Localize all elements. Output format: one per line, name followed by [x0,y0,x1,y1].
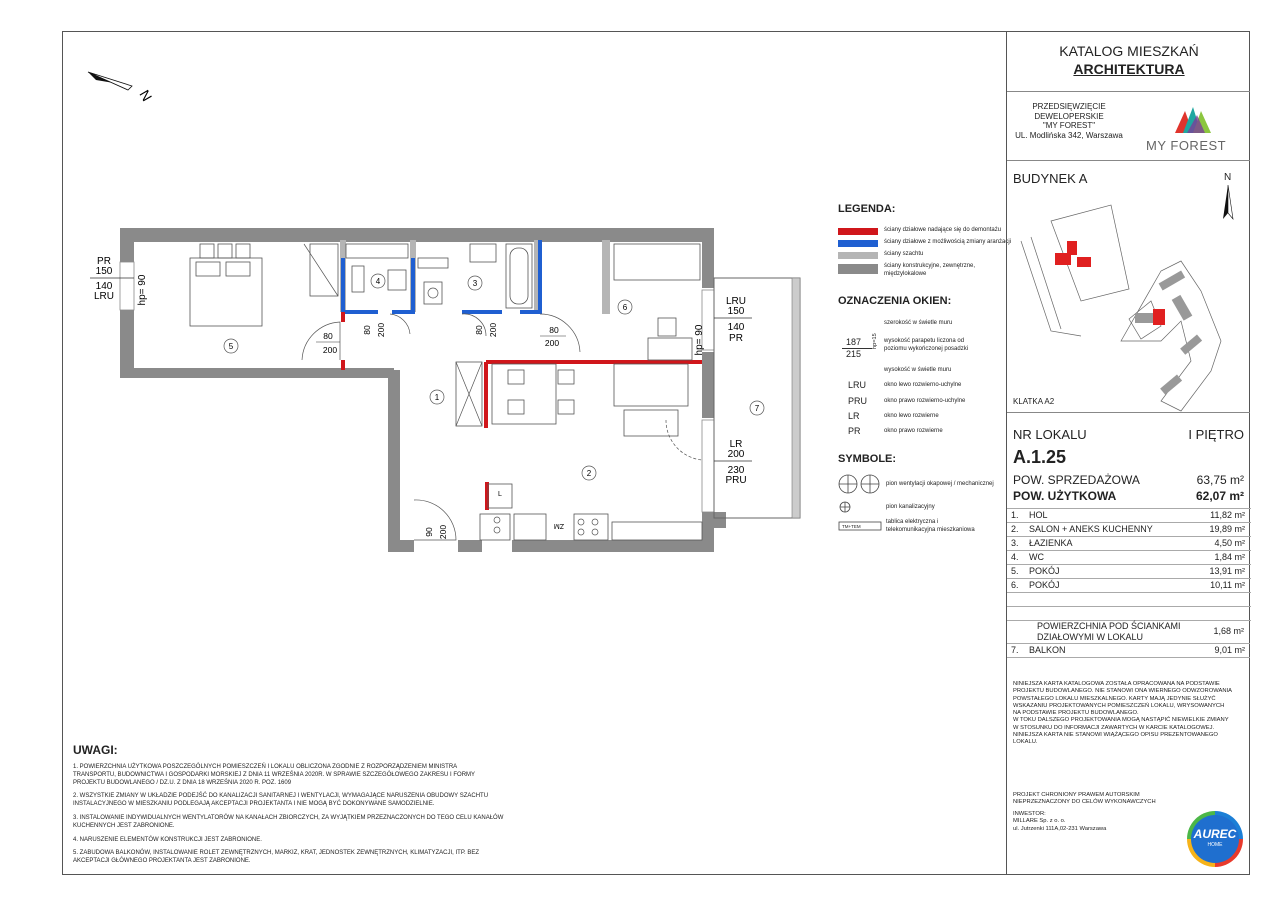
window-right2-height: 230 [727,465,745,476]
plan-north-label: N [136,87,156,104]
legend-text-shaft: ściany szachtu [884,251,924,257]
symbols-title: SYMBOLE: [838,453,897,465]
room-number-2: 2 [586,469,592,478]
window-code-lru: LRU [848,380,867,390]
unit-number: A.1.25 [1013,447,1067,467]
room-number-7: 7 [754,404,760,413]
room-row: 5. POKÓJ 13,91 m² [1011,566,1245,576]
partition-label-2: DZIAŁOWYMI W LOKALU [1037,632,1144,642]
room-row: 3. ŁAZIENKA 4,50 m² [1011,538,1245,548]
window-code-lr: LR [848,411,860,421]
usable-area-label: POW. UŻYTKOWA [1013,489,1117,503]
info-sidebar [1006,31,1250,875]
room-number-1: 1 [434,393,440,402]
symbol-electric-text-2: telekomunikacyjna mieszkaniowa [886,527,975,533]
door-4-height: 200 [544,338,560,348]
legend-swatch-red [838,228,878,235]
developer-block: PRZEDSIĘWZIĘCIE DEWELOPERSKIE "MY FOREST" UL. Modlińska 342, Warszawa [1015,102,1123,140]
north-arrow-icon [88,72,132,90]
symbol-sewer-text: pion kanalizacyjny [886,504,935,510]
room-number-5: 5 [228,342,234,351]
my-forest-logo-icon [1169,105,1219,135]
room-number-3: 3 [472,279,478,288]
note-4: 4. NARUSZENIE ELEMENTÓW KONSTRUKCJI JEST ZABRONIONE. [73,836,262,843]
symbol-box-label: TM+TEM [842,524,861,529]
door-4-width: 80 [549,325,559,335]
catalog-subtitle: ARCHITEKTURA [1073,61,1185,77]
window-code-pr: PR [848,426,861,436]
room-row: 1. HOL 11,82 m² [1011,510,1245,520]
window-right1-height: 140 [727,322,745,333]
window-desc-lr: okno lewo rozwierne [884,413,939,419]
legend-text-structural: ściany konstrukcyjne, zewnętrzne, [884,263,976,269]
door-3-width: 80 [474,325,484,335]
window-right2-code-top: LR [729,439,743,450]
windows-sample-bottom: 215 [846,349,862,359]
window-left-width: 150 [95,266,113,277]
staircase-label: KLATKA A2 [1013,397,1055,406]
legend-swatch-structural [838,264,878,274]
door-2-height: 200 [376,322,386,338]
window-left-code-bottom: LRU [93,291,115,302]
symbol-vent-text: pion wentylacji okapowej / mechanicznej [886,481,994,487]
note-1: 1. POWIERZCHNIA UŻYTKOWA POSZCZEGÓLNYCH POMIESZCZEŃ I LOKALU OBLICZONA ZGODNIE Z ROZPORZĄDZENIEM MINISTRA TRANSPORTU, BUDOWNICTWA I GOSPODARKI MORSKIEJ Z DNIA 11 WRZEŚNIA 2020R. W SPRAWIE SZCZEGÓŁOWEGO ZAKRESU I FORMY PROJEKTU BUDOWLANEGO / DZ.U. Z DNIA 18 WRZEŚNIA 2020 R. POZ. 1609 [73,764,476,786]
notes-title: UWAGI: [73,743,118,757]
unit-nr-label: NR LOKALU [1013,427,1087,442]
window-right2-code-bottom: PRU [725,475,747,486]
partition-value: 1,68 m² [1213,626,1244,636]
legend-text-blue: ściany działowe z możliwością zmiany aranżacji [884,239,1012,245]
building-north-label: N [1224,172,1232,183]
legend-text-red: ściany działowe nadające się do demontażu [884,227,1002,233]
sales-area-label: POW. SPRZEDAŻOWA [1013,473,1140,487]
sales-area-value: 63,75 m² [1196,473,1244,487]
balcony-row: 7. BALKON 9,01 m² [1011,645,1245,655]
legend-swatch-shaft [838,252,878,259]
window-left-height: 140 [95,281,113,292]
room-number-4: 4 [375,277,381,286]
box-l-label: L [498,491,502,498]
window-left-hp: hp= 90 [137,274,148,306]
site-plan-map [1011,201,1249,423]
copyright: PROJEKT CHRONIONY PRAWEM AUTORSKIM NIEPRZEZNACZONY DO CELÓW WYKONAWCZYCH [1013,792,1156,806]
door-3-height: 200 [488,322,498,338]
door-6-height: 200 [438,524,448,540]
window-right2-width: 200 [727,449,745,460]
room-row: 4. WC 1,84 m² [1011,552,1245,562]
door-2-width: 80 [362,325,372,335]
windows-legend-title: OZNACZENIA OKIEN: [838,295,952,307]
windows-sample-hp: hp=15 [872,333,878,349]
windows-desc-height: wysokość w świetle muru [884,367,952,373]
note-3: 3. INSTALOWANIE INDYWIDUALNYCH WENTYLATORÓW NA KANAŁACH ZBIORCZYCH, ZA WYJĄTKIEM PRZEZNACZONYCH DO TEGO CELU KANAŁÓW KUCHENNYCH JEST ZABRONIONE. [73,814,504,829]
windows-desc-sill1: wysokość parapetu liczona od [884,338,965,344]
my-forest-logo-text: MY FOREST [1146,138,1227,153]
note-2: 2. WSZYSTKIE ZMIANY W UKŁADZIE PODEJŚĆ DO KANALIZACJI SANITARNEJ I WENTYLACJI, WYMAGAJĄCE NARUSZENIA OBUDOWY SZACHTU INSTALACYJNEGO W MIESZKANIU PODLEGAJĄ AKCEPTACJI PROJEKTANTA I NIE MOGĄ BYĆ DOKONYWANE SAMODZIELNIE. [73,793,489,808]
aurec-sub: HOME [1207,842,1223,848]
unit-floor: I PIĘTRO [1188,427,1244,442]
aurec-brand: AUREC [1193,827,1237,841]
room-row: 6. POKÓJ 10,11 m² [1011,580,1245,590]
windows-desc-sill2: poziomu wykończonej posadzki [884,346,969,352]
note-5: 5. ZABUDOWA BALKONÓW, INSTALOWANIE ROLET ZEWNĘTRZNYCH, MARKIZ, KRAT, JEDNOSTEK ZEWNĘTRZNYCH, KLIMATYZACJI, ITP. BEZ AKCEPTACJI GŁÓWNEGO PROJEKTANTA JEST ZABRONIONE. [73,850,480,865]
windows-sample-top: 187 [846,337,862,347]
room-row: 2. SALON + ANEKS KUCHENNY 19,89 m² [1011,524,1245,534]
window-desc-pru: okno prawo rozwierno-uchylne [884,398,966,404]
catalog-title: KATALOG MIESZKAŃ [1059,43,1199,59]
window-right1-width: 150 [727,306,745,317]
window-right1-code-bottom: PR [729,333,743,344]
door-1-height: 200 [322,345,338,355]
window-code-pru: PRU [848,396,868,406]
window-right1-hp: hp= 90 [694,324,705,356]
building-label: BUDYNEK A [1013,171,1088,186]
window-right1-code-top: LRU [725,296,747,307]
appliance-label: ZM [553,522,564,529]
room-number-6: 6 [622,303,628,312]
door-1-width: 80 [323,331,333,341]
legend-swatch-blue [838,240,878,247]
symbol-electric-text-1: tablica elektryczna i [886,519,939,525]
disclaimer: NINIEJSZA KARTA KATALOGOWA ZOSTAŁA OPRACOWANA NA PODSTAWIE PROJEKTU BUDOWLANEGO. NIE STANOWI ONA WIERNEGO ODWZOROWANIA POWSTAŁEGO LOKALU MIESZKALNEGO. KARTY MAJĄ JEDYNIE SŁUŻYĆ WSKAZANIU PROJEKTOWANYCH POMIESZCZEŃ LOKALU, WRYSOWANYCH NA PODSTAWIE PROJEKTU BUDOWLANEGO. W TOKU DALSZEGO PROJEKTOWANIA MOGĄ NASTĄPIĆ NIEWIELKIE ZMIANY W STOSUNKU DO INFORMACJI ZAWARTYCH W KARCIE KATALOGOWEJ. NINIEJSZA KARTA NIE STANOWI WIĄŻĄCEGO OPISU PREZENTOWANEGO LOKALU. [1013,681,1233,746]
aurec-logo-icon [1187,811,1243,867]
notes-list [73,764,573,866]
window-desc-lru: okno lewo rozwierno-uchylne [884,382,962,388]
partition-label-1: POWIERZCHNIA POD ŚCIANKAMI [1037,621,1181,631]
investor-info: INWESTOR: MILLARE Sp. z o. o. ul. Jutrzenki 111A,02-231 Warszawa [1013,811,1107,832]
legend-text-structural-2: międzylokalowe [884,271,927,277]
legend-title: LEGENDA: [838,203,896,215]
door-6-width: 90 [424,527,434,537]
windows-desc-width: szerokość w świetle muru [884,320,953,326]
usable-area-value: 62,07 m² [1195,489,1244,503]
window-left-code-top: PR [97,256,111,267]
window-desc-pr: okno prawo rozwierne [884,428,943,434]
